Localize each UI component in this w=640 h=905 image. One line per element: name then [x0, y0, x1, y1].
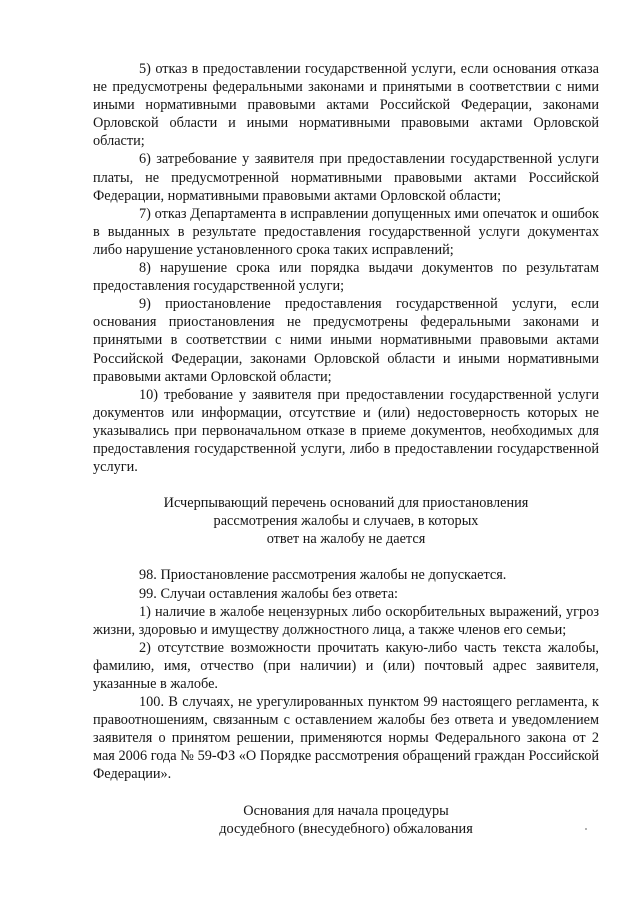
paragraph-98: 98. Приостановление рассмотрения жалобы не допускается. [139, 567, 507, 584]
heading-line: Основания для начала процедуры [243, 802, 449, 819]
section-gap [93, 548, 599, 566]
heading-line: Исчерпывающий перечень оснований для приостановления [163, 495, 529, 512]
paragraph-item-7: 7) отказ Департамента в исправлении допущенных ими опечаток и ошибок в выданных в результате предоставления государственной услуги документах либо нарушение установленного срока таких исправлений; [93, 205, 599, 258]
paragraph-99: 99. Случаи оставления жалобы без ответа: [139, 585, 399, 602]
heading-line: ответ на жалобу не дается [266, 531, 426, 548]
paragraph-item-10: 10) требование у заявителя при предоставлении государственной услуги документов или информации, отсутствие и (или) недостоверность которых не указывались при первоначальном отказе в приеме документов, необходимых для предоставления государственной услуги, либо в предоставлении государственной услуги. [93, 386, 599, 476]
heading-line: рассмотрения жалобы и случаев, в которых [213, 513, 479, 530]
heading-line: досудебного (внесудебного) обжалования [219, 820, 473, 837]
paragraph-99-item-1: 1) наличие в жалобе нецензурных либо оскорбительных выражений, угроз жизни, здоровью и имуществу должностного лица, а также членов его семьи; [93, 603, 599, 638]
document-body [93, 60, 599, 838]
section-gap [93, 784, 599, 802]
paragraph-item-9: 9) приостановление предоставления государственной услуги, если основания приостановления не предусмотрены федеральными законами и принятыми в соответствии с ними иными нормативными правовыми актами Российской Федерации, законами Орловской области и иными нормативными правовыми актами Орловской области; [93, 296, 599, 385]
section-heading-suspension [93, 494, 599, 548]
section-gap [93, 476, 599, 494]
paragraph-item-5: 5) отказ в предоставлении государственной услуги, если основания отказа не предусмотрены федеральными законами и принятыми в соответствии с ними иными нормативными правовыми актами Российской Федерации, законами Орловской области и иными нормативными правовыми актами Орловской области; [93, 61, 599, 150]
paragraph-item-8: 8) нарушение срока или порядка выдачи документов по результатам предоставления государственной услуги; [93, 260, 599, 295]
section-heading-appeal-start [93, 802, 599, 838]
paragraph-item-6: 6) затребование у заявителя при предоставлении государственной услуги платы, не предусмотренной нормативными правовыми актами Российской Федерации, нормативными правовыми актами Орловской области; [93, 151, 599, 204]
scan-speck [585, 828, 587, 830]
paragraph-99-item-2: 2) отсутствие возможности прочитать какую-либо часть текста жалобы, фамилию, имя, отчество (при наличии) и (или) почтовый адрес заявителя, указанные в жалобе. [93, 639, 599, 692]
paragraph-100: 100. В случаях, не урегулированных пунктом 99 настоящего регламента, к правоотношениям, связанным с оставлением жалобы без ответа и уведомлением заявителя о принятом решении, применяются нормы Федерального закона от 2 мая 2006 года № 59-ФЗ «О Порядке рассмотрения обращений граждан Российской Федерации». [93, 694, 599, 783]
